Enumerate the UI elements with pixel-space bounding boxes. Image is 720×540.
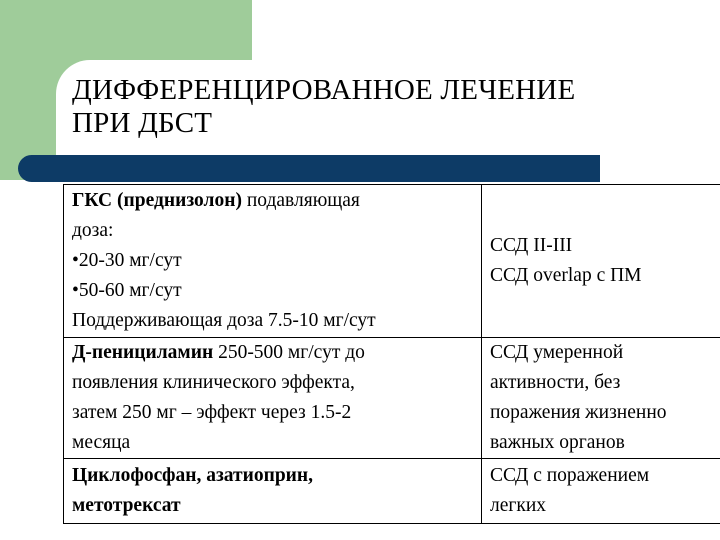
cell-text: ССД overlap с ПМ: [490, 265, 642, 286]
title-underline-bar: [18, 155, 600, 182]
treatment-table: [63, 184, 720, 524]
drug-name: метотрексат: [72, 495, 181, 516]
cell-text: легких: [490, 495, 547, 516]
page-title: [72, 74, 712, 140]
table-row: [64, 185, 720, 338]
table-cell-treatment: [64, 459, 482, 524]
table-row: [64, 338, 720, 459]
bullet-item: •50-60 мг/сут: [72, 280, 182, 301]
drug-name: Д-пенициламин: [72, 342, 214, 363]
cell-text: ССД умеренной: [490, 342, 624, 363]
cell-text: подавляющая: [241, 190, 360, 211]
cell-text: появления клинического эффекта,: [72, 372, 355, 393]
cell-text: месяца: [72, 432, 131, 453]
table-cell-treatment: [64, 185, 482, 338]
title-line-1: ДИФФЕРЕНЦИРОВАННОЕ ЛЕЧЕНИЕ: [72, 74, 576, 106]
table-cell-indication: [482, 459, 720, 524]
title-line-2: ПРИ ДБСТ: [72, 107, 213, 139]
table-cell-treatment: [64, 338, 482, 459]
cell-text: поражения жизненно: [490, 402, 667, 423]
cell-text: важных органов: [490, 432, 625, 453]
bullet-item: •20-30 мг/сут: [72, 250, 182, 271]
cell-text: доза:: [72, 220, 114, 241]
table-row: [64, 459, 720, 524]
table-cell-indication: [482, 338, 720, 459]
cell-text: ССД с поражением: [490, 465, 650, 486]
cell-text: активности, без: [490, 372, 621, 393]
cell-text: Поддерживающая доза 7.5-10 мг/сут: [72, 310, 376, 331]
cell-text: затем 250 мг – эффект через 1.5-2: [72, 402, 352, 423]
drug-name: Циклофосфан, азатиоприн,: [72, 465, 314, 486]
cell-text: 250-500 мг/сут до: [213, 342, 365, 363]
table-cell-indication: [482, 185, 720, 338]
cell-text: ССД II-III: [490, 235, 573, 256]
drug-name: ГКС (преднизолон): [72, 190, 242, 211]
